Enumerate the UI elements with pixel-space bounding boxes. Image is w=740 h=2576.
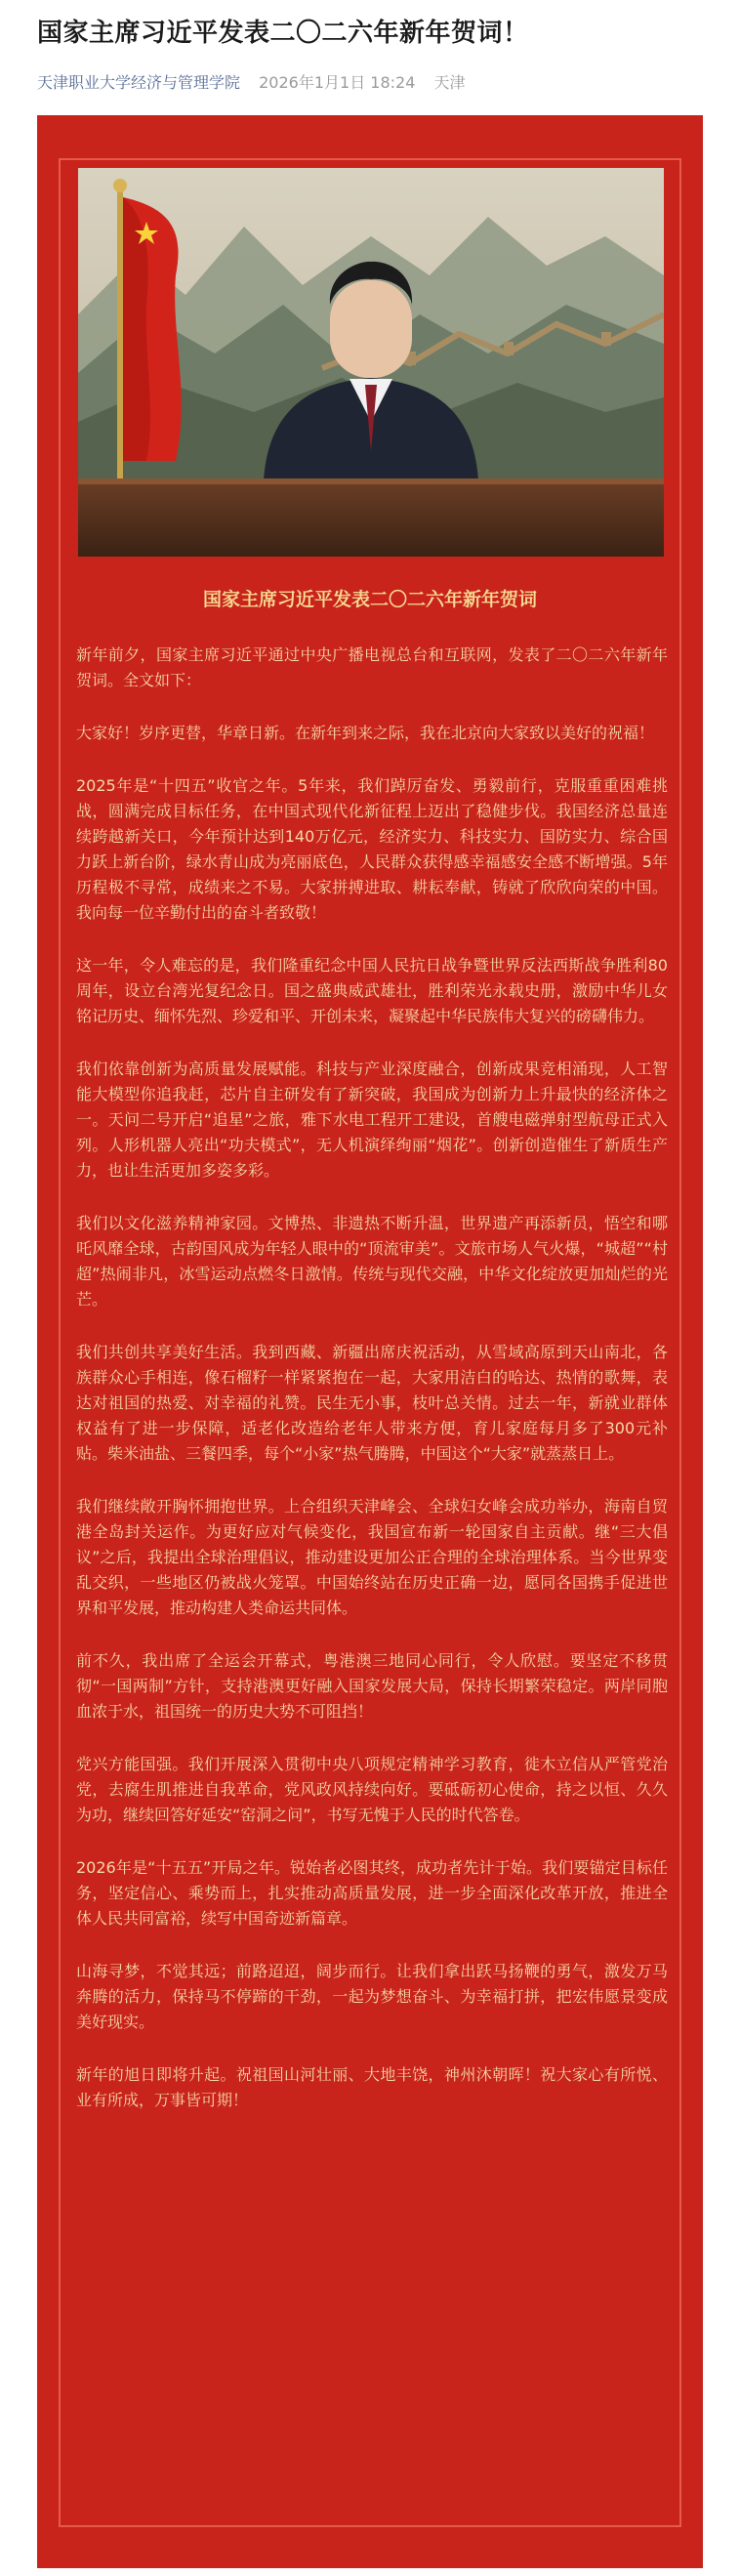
paragraph: 大家好！岁序更替，华章日新。在新年到来之际，我在北京向大家致以美好的祝福！ [76, 724, 655, 742]
article-title: 国家主席习近平发表二〇二六年新年贺词！ [37, 19, 529, 48]
paragraph: 我们共创共享美好生活。我到西藏、新疆出席庆祝活动，从雪域高原到天山南北，各族群众心手相连，像石榴籽一样紧紧抱在一起，大家用洁白的哈达、热情的歌舞，表达对祖国的热爱、对幸福的礼赞。民生无小事，枝叶总关情。过去一年，新就业群体权益有了进一步保障，适老化改造给老年人带来方便，育儿家庭每月多了300元补贴。柴米油盐、三餐四季，每个“小家”热气腾腾，中国这个“大家”就蒸蒸日上。 [76, 1343, 668, 1463]
publish-location: 天津 [433, 73, 466, 92]
paragraph: 这一年，令人难忘的是，我们隆重纪念中国人民抗日战争暨世界反法西斯战争胜利80周年，设立台湾光复纪念日。国之盛典威武雄壮，胜利荣光永载史册，激励中华儿女铭记历史、缅怀先烈、珍爱和平、开创未来，凝聚起中华民族伟大复兴的磅礴伟力。 [76, 956, 668, 1025]
paragraph: 2026年是“十五五”开局之年。锐始者必图其终，成功者先计于始。我们要锚定目标任务，坚定信心、乘势而上，扎实推动高质量发展，进一步全面深化改革开放，推进全体人民共同富裕，续写中国奇迹新篇章。 [76, 1858, 668, 1928]
paragraph: 新年的旭日即将升起。祝祖国山河壮丽、大地丰饶，神州沐朝晖！祝大家心有所悦、业有所成，万事皆可期！ [76, 2065, 668, 2109]
paragraph: 2025年是“十四五”收官之年。5年来，我们踔厉奋发、勇毅前行，克服重重困难挑战，圆满完成目标任务，在中国式现代化新征程上迈出了稳健步伐。我国经济总量连续跨越新关口，今年预计达到140万亿元，经济实力、科技实力、国防实力、综合国力跃上新台阶，绿水青山成为亮丽底色，人民群众获得感幸福感安全感不断增强。5年历程极不寻常，成绩来之不易。大家拼搏进取、耕耘奉献，铸就了欣欣向荣的中国。我向每一位辛勤付出的奋斗者致敬！ [76, 776, 668, 922]
paragraph: 我们继续敞开胸怀拥抱世界。上合组织天津峰会、全球妇女峰会成功举办，海南自贸港全岛封关运作。为更好应对气候变化，我国宣布新一轮国家自主贡献。继“三大倡议”之后，我提出全球治理倡议，推动建设更加公正合理的全球治理体系。当今世界变乱交织，一些地区仍被战火笼罩。中国始终站在历史正确一边，愿同各国携手促进世界和平发展，推动构建人类命运共同体。 [76, 1497, 668, 1617]
account-name-link[interactable]: 天津职业大学经济与管理学院 [37, 73, 241, 92]
paragraph: 我们以文化滋养精神家园。文博热、非遗热不断升温，世界遗产再添新员，悟空和哪吒风靡全球，古韵国风成为年轻人眼中的“顶流审美”。文旅市场人气火爆，“城超”“村超”热闹非凡，冰雪运动点燃冬日激情。传统与现代交融，中华文化绽放更加灿烂的光芒。 [76, 1214, 668, 1309]
article-meta [37, 72, 703, 94]
poster-heading: 国家主席习近平发表二〇二六年新年贺词 [202, 589, 537, 610]
paragraph: 我们依靠创新为高质量发展赋能。科技与产业深度融合，创新成果竞相涌现，人工智能大模型你追我赶，芯片自主研发有了新突破，我国成为创新力上升最快的经济体之一。天问二号开启“追星”之旅，雅下水电工程开工建设，首艘电磁弹射型航母正式入列。人形机器人亮出“功夫模式”，无人机演绎绚丽“烟花”。创新创造催生了新质生产力，也让生活更加多姿多彩。 [76, 1059, 668, 1180]
paragraph: 前不久，我出席了全运会开幕式，粤港澳三地同心同行，令人欣慰。要坚定不移贯彻“一国两制”方针，支持港澳更好融入国家发展大局，保持长期繁荣稳定。两岸同胞血浓于水，祖国统一的历史大势不可阻挡！ [76, 1651, 668, 1721]
speech-photo-illustration [78, 168, 664, 557]
speech-photo[interactable] [78, 168, 664, 557]
paragraph: 山海寻梦，不觉其远；前路迢迢，阔步而行。让我们拿出跃马扬鞭的勇气，激发万马奔腾的活力，保持马不停蹄的干劲，一起为梦想奋斗、为幸福打拼，把宏伟愿景变成美好现实。 [76, 1962, 668, 2031]
paragraph: 新年前夕，国家主席习近平通过中央广播电视总台和互联网，发表了二〇二六年新年贺词。全文如下： [76, 645, 668, 689]
publish-date: 2026年1月1日 18:24 [259, 73, 416, 92]
article-header [0, 0, 740, 115]
paragraph: 党兴方能国强。我们开展深入贯彻中央八项规定精神学习教育，徙木立信从严管党治党，去腐生肌推进自我革命，党风政风持续向好。要砥砺初心使命，持之以恒、久久为功，继续回答好延安“窑洞之问”，书写无愧于人民的时代答卷。 [76, 1755, 668, 1824]
poster-body [76, 643, 668, 2140]
